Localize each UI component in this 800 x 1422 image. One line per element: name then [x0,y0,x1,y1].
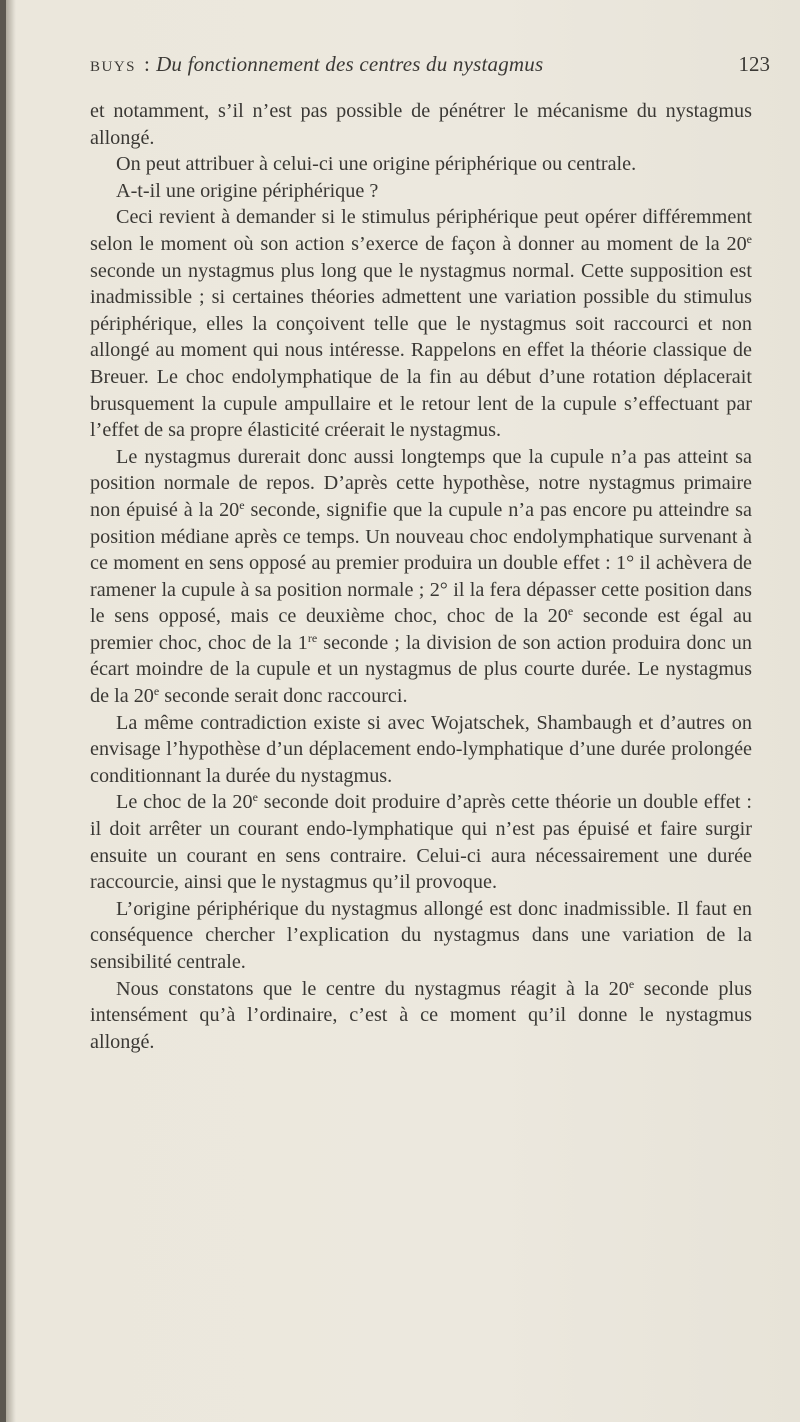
superscript: re [307,630,318,645]
paragraph-text: A-t-il une origine périphérique ? [116,179,379,202]
paragraph [90,789,752,895]
paragraph-text: seconde doit produire d’après cette théorie un double effet : il doit arrêter un courant endo-lymphatique qui n’est pas épuisé et faire surgir ensuite un courant en sens contraire. Celui-ci aura nécessairement une durée raccourcie, ainsi que le nystagmus qu’il provoque. [90,791,752,894]
paragraph [90,710,752,790]
paragraph [90,151,752,178]
paragraph-text: seconde un nystagmus plus long que le nystagmus normal. Cette supposition est inadmissible ; si certaines théories admettent une variation possible du stimulus périphérique, elles la conçoivent telle que le nystagmus soit raccourci et non allongé au moment qui nous intéresse. Rappelons en effet la théorie classique de Breuer. Le choc endolymphatique de la fin au début d’une rotation déplacerait brusquement la cupule ampullaire et le retour lent de la cupule s’effectuant par l’effet de sa propre élasticité créerait le nystagmus. [90,259,752,442]
page-header [90,52,770,77]
paragraph-text: Ceci revient à demander si le stimulus périphérique peut opérer différemment selon le moment où son action s’exerce de façon à donner au moment de la 20 [90,206,752,255]
superscript: e [252,790,258,805]
superscript: e [153,684,160,699]
paragraph-text: On peut attribuer à celui-ci une origine périphérique ou centrale. [116,153,637,176]
header-title: Du fonctionnement des centres du nystagmus [156,52,544,76]
page-number: 123 [738,52,770,76]
superscript: e [628,976,635,991]
paragraph-text: seconde serait donc raccourci. [159,685,408,708]
paragraph [90,98,752,151]
paragraph [90,204,752,443]
superscript: e [239,497,245,512]
paragraph-text: seconde est égal au premier choc, choc de la 1 [90,605,753,654]
paragraph-text: seconde, signifie que la cupule n’a pas encore pu atteindre sa position médiane après ce temps. Un nouveau choc endolymphatique survenant à ce moment en sens opposé au premier produira un double effet : 1° il achèvera de ramener la cupule à sa position normale ; 2° il la fera dépasser cette position dans le sens opposé, mais ce deuxième choc, choc de la 20 [90,498,752,628]
paragraph-text: Le choc de la 20 [116,791,253,814]
paragraph [90,976,752,1056]
paragraph-text: Le nystagmus durerait donc aussi longtemps que la cupule n’a pas atteint sa position normale de repos. D’après cette hypothèse, notre nystagmus primaire non épuisé à la 20 [90,445,752,521]
paragraph [90,896,752,976]
paragraph [90,178,752,205]
header-author: BUYS [90,59,137,75]
body-text [90,98,752,1055]
paragraph [90,444,752,710]
paragraph-text: Nous constatons que le centre du nystagmus réagit à la 20 [116,977,629,1000]
paragraph-text: seconde ; la division de son action produira donc un écart moindre de la cupule et un nystagmus de plus courte durée. Le nystagmus de la 20 [90,631,752,708]
paragraph-text: L’origine périphérique du nystagmus allongé est donc inadmissible. Il faut en conséquence chercher l’explication du nystagmus dans une variation de la sensibilité centrale. [90,897,752,973]
gutter-shadow [6,0,16,1422]
header-separator: : [144,52,151,76]
paragraph-text: et notamment, s’il n’est pas possible de pénétrer le mécanisme du nystagmus allongé. [90,100,752,149]
superscript: e [746,231,752,246]
superscript: e [567,604,574,619]
paragraph-text: seconde plus intensément qu’à l’ordinaire, c’est à ce moment qu’il donne le nystagmus allongé. [90,977,752,1053]
running-head [90,52,543,77]
paragraph-text: La même contradiction existe si avec Wojatschek, Shambaugh et d’autres on envisage l’hypothèse d’un déplacement endo-lymphatique d’une durée prolongée conditionnant la durée du nystagmus. [90,711,752,787]
